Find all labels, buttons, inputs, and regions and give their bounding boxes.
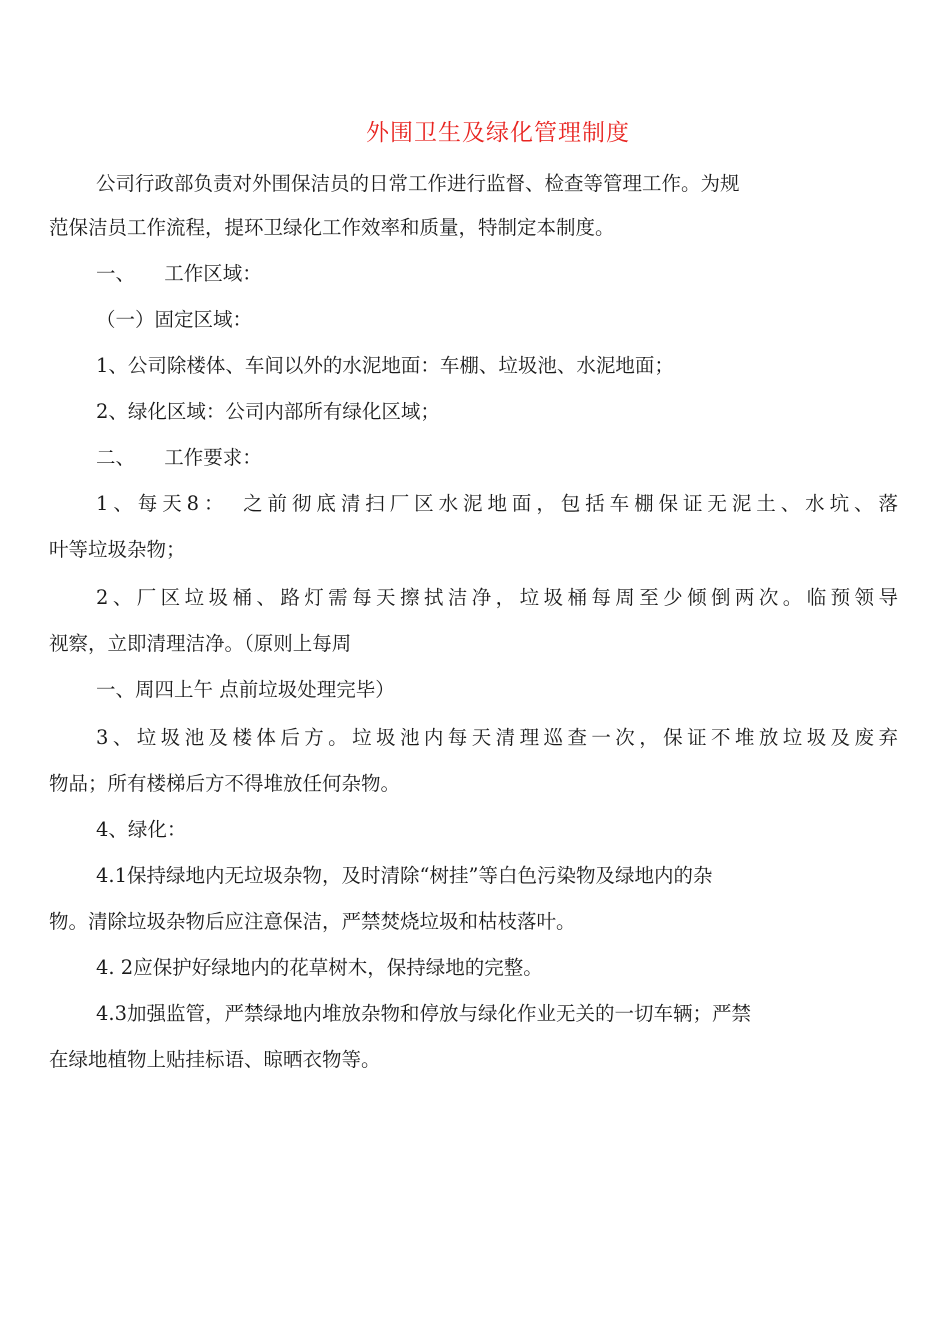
list-item-continuation: 叶等垃圾杂物； <box>49 538 186 561</box>
list-item-continuation: 视察，立即清理洁净。（原则上每周 <box>49 632 352 655</box>
subsection-heading: （一）固定区域： <box>96 308 253 331</box>
paragraph-line: 范保洁员工作流程，提环卫绿化工作效率和质量，特制定本制度。 <box>49 216 615 239</box>
section-heading: 一、 工作区域： <box>96 262 262 285</box>
list-item: 4.1保持绿地内无垃圾杂物，及时清除“树挂”等白色污染物及绿地内的杂 <box>96 864 713 887</box>
document-title: 外围卫生及绿化管理制度 <box>366 120 630 146</box>
list-item: 4. 2应保护好绿地内的花草树木，保持绿地的完整。 <box>96 956 543 979</box>
list-item: 4.3加强监管，严禁绿地内堆放杂物和停放与绿化作业无关的一切车辆；严禁 <box>96 1002 752 1025</box>
section-heading: 二、 工作要求： <box>96 446 262 469</box>
list-item: 3、垃圾池及楼体后方。垃圾池内每天清理巡查一次，保证不堆放垃圾及废弃 <box>96 726 898 749</box>
list-item-continuation: 物品；所有楼梯后方不得堆放任何杂物。 <box>49 772 401 795</box>
list-item-continuation: 物。清除垃圾杂物后应注意保洁，严禁焚烧垃圾和枯枝落叶。 <box>49 910 576 933</box>
list-item: 2、绿化区域：公司内部所有绿化区域； <box>96 400 440 423</box>
list-item-continuation: 在绿地植物上贴挂标语、晾晒衣物等。 <box>49 1048 381 1071</box>
list-item: 2、厂区垃圾桶、路灯需每天擦拭洁净，垃圾桶每周至少倾倒两次。临预领导 <box>96 586 898 609</box>
list-item-continuation: 一、周四上午 点前垃圾处理完毕） <box>96 678 395 701</box>
list-item: 1、每天8： 之前彻底清扫厂区水泥地面，包括车棚保证无泥土、水坑、落 <box>96 492 898 515</box>
paragraph-line: 公司行政部负责对外围保洁员的日常工作进行监督、检查等管理工作。为规 <box>96 172 740 195</box>
list-item: 1、公司除楼体、车间以外的水泥地面：车棚、垃圾池、水泥地面； <box>96 354 674 377</box>
list-item: 4、绿化： <box>96 818 187 841</box>
